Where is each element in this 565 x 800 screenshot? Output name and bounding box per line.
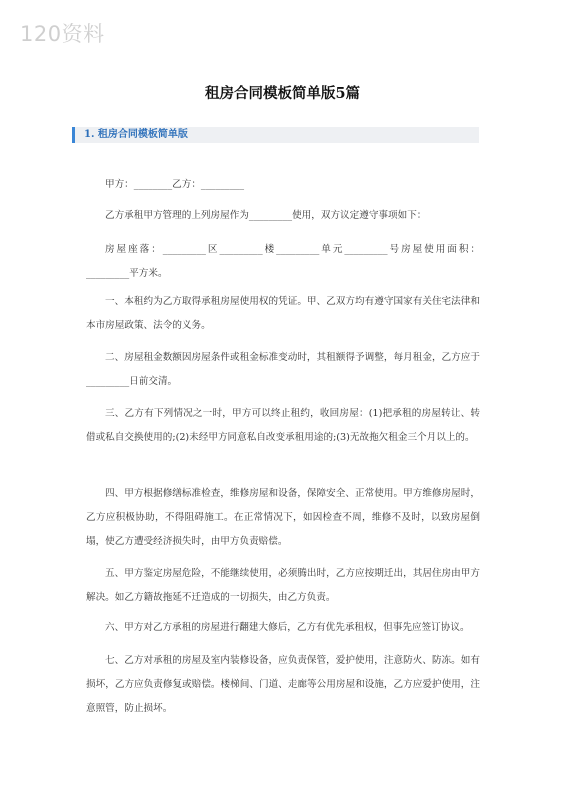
paragraph-intro: 乙方承租甲方管理的上列房屋作为_________使用，双方议定遵守事项如下：: [105, 210, 427, 221]
document-title: 租房合同模板简单版5篇: [204, 85, 361, 102]
watermark-logo: 120资料: [20, 22, 105, 46]
paragraph-clause-1: 一、本租约为乙方取得承租房屋使用权的凭证。甲、乙双方均有遵守国家有关住宅法律和本市房屋政策、法令的义务。: [86, 296, 480, 331]
paragraph-clause-7: 七、乙方对承租的房屋及室内装修设备，应负责保管，爱护使用，注意防火、防冻。如有损坏，乙方应负责修复或赔偿。楼梯间、门道、走廊等公用房屋和设施，乙方应爱护使用，注意照管，防止损坏。: [86, 655, 480, 714]
paragraph-location: 房屋座落：_________区_________楼_________单元_________号房屋使用面积：_________平方米。: [86, 244, 480, 279]
paragraph-parties: 甲方：________乙方：_________: [105, 179, 245, 190]
paragraph-clause-5: 五、甲方鉴定房屋危险，不能继续使用，必须腾出时，乙方应按期迁出，其居住房由甲方解决。如乙方籍故拖延不迁造成的一切损失，由乙方负责。: [86, 568, 480, 603]
paragraph-clause-3: 三、乙方有下列情况之一时，甲方可以终止租约，收回房屋：(1)把承租的房屋转让、转借或私自交换使用的;(2)未经甲方同意私自改变承租用途的;(3)无故拖欠租金三个月以上的。: [86, 408, 480, 443]
paragraph-clause-4: 四、甲方根据修缮标准检查，维修房屋和设备，保障安全、正常使用。甲方维修房屋时，乙方应积极协助，不得阻碍施工。在正常情况下，如因检查不周，维修不及时，以致房屋倒塌，使乙方遭受经济损失时，由甲方负责赔偿。: [86, 488, 480, 547]
section-heading: 1. 租房合同模板简单版: [72, 127, 479, 143]
paragraph-clause-2: 二、房屋租金数额因房屋条件或租金标准变动时，其租额得予调整，每月租金，乙方应于_________日前交清。: [86, 352, 480, 387]
paragraph-clause-6: 六、甲方对乙方承租的房屋进行翻建大修后，乙方有优先承租权，但事先应签订协议。: [105, 622, 470, 633]
